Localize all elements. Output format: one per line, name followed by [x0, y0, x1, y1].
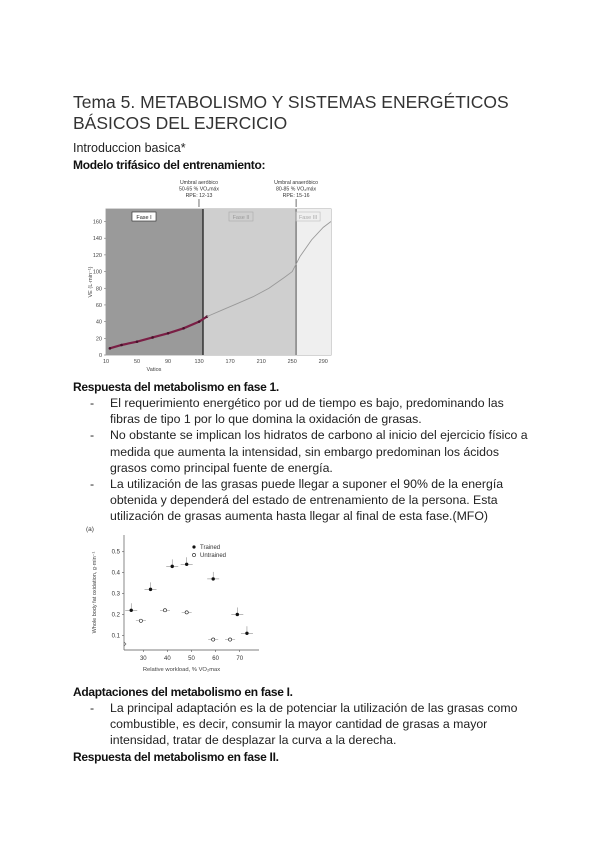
x-axis-label: Relative workload, % VO₂max: [142, 667, 221, 673]
data-point-untrained: [228, 638, 231, 641]
data-point-untrained: [212, 638, 215, 641]
section-heading-model: Modelo trifásico del entrenamiento:: [73, 158, 266, 172]
y-tick-label: 20: [95, 336, 102, 343]
fat-oxidation-chart: [84, 523, 284, 683]
y-tick-label: 60: [95, 302, 102, 309]
intro-text: Introduccion basica*: [73, 141, 186, 155]
x-tick-label: 210: [256, 359, 266, 365]
x-tick-label: 90: [165, 359, 172, 365]
anaerobic-threshold-label: RPE: 15-16: [282, 193, 310, 199]
list-item: - La utilización de las grasas puede llegar a suponer el 90% de la energía obtenida y dependerá del estado de entrenamiento de la persona. Esta utilización de grasas aumenta hasta llegar al final de esta fase.(MFO): [90, 476, 530, 525]
data-point-trained: [211, 577, 214, 580]
x-tick-label: 170: [225, 359, 235, 365]
y-tick-label: 0.2: [111, 612, 120, 619]
phase-1-region: [106, 209, 203, 355]
x-tick-label: 70: [236, 656, 244, 662]
y-tick-label: 0: [98, 353, 102, 359]
data-point-untrained: [163, 609, 166, 612]
list-item: - No obstante se implican los hidratos de carbono al inicio del ejercicio físico a medida que aumenta la intensidad, sin embargo predominan los ácidos grasos como principal fuente de energía.: [90, 427, 530, 476]
phase1-bullet-list: [90, 395, 530, 525]
x-axis-label: Vatios: [146, 367, 162, 373]
y-tick-label: 160: [92, 219, 102, 226]
x-tick-label: 60: [212, 656, 219, 662]
phase-label: Fase II: [232, 214, 250, 221]
data-point: [151, 336, 154, 339]
phase-3-region: [296, 209, 331, 355]
y-tick-label: 0.1: [111, 633, 120, 640]
list-item: - La principal adaptación es la de potenciar la utilización de las grasas como combustible, es decir, consumir la mayor cantidad de grasas a mayor intensidad, tratar de desplazar la curva a la derecha.: [90, 700, 530, 749]
data-point: [198, 320, 201, 323]
data-point-trained: [236, 613, 239, 616]
data-point-trained: [245, 632, 248, 635]
legend-label: Untrained: [200, 553, 227, 559]
legend-marker-untrained: [192, 553, 195, 556]
y-axis-label: Whole body fat oxidation, g·min⁻¹: [92, 551, 98, 634]
three-phase-chart: [88, 177, 336, 373]
legend-marker-trained: [192, 545, 195, 548]
anaerobic-threshold-label: 80-85 % VO₂máx: [276, 186, 317, 193]
section-heading-phase2: Respuesta del metabolismo en fase II.: [73, 750, 279, 764]
data-point-trained: [171, 565, 174, 568]
phase-label: Fase I: [136, 214, 152, 221]
list-item: - El requerimiento energético por ud de tiempo es bajo, predominando las fibras de tipo 1 por lo que domina la oxidación de grasas.: [90, 395, 530, 427]
y-tick-label: 120: [92, 252, 102, 259]
anaerobic-threshold-label: Umbral anaeróbico: [274, 180, 319, 186]
data-point-trained: [130, 609, 133, 612]
aerobic-threshold-label: RPE: 12-13: [185, 193, 213, 199]
phase-2-region: [203, 209, 296, 355]
y-tick-label: 0.3: [111, 591, 120, 598]
x-tick-label: 10: [102, 359, 110, 365]
y-tick-label: 0.4: [111, 570, 120, 577]
section-heading-adaptations: Adaptaciones del metabolismo en fase I.: [73, 685, 293, 699]
data-point-trained: [185, 563, 188, 566]
y-axis-label: VE (L·min⁻¹): [88, 266, 94, 298]
y-tick-label: 40: [95, 319, 102, 326]
data-point-untrained: [139, 619, 142, 622]
x-tick-label: 30: [139, 656, 147, 662]
data-point: [182, 327, 185, 330]
adaptations-bullet-list: [90, 700, 530, 749]
y-tick-label: 0.5: [111, 549, 120, 556]
aerobic-threshold-label: 50-65 % VO₂máx: [178, 186, 220, 193]
x-tick-label: 40: [164, 656, 171, 662]
y-tick-label: 100: [92, 269, 102, 276]
panel-label: (a): [86, 526, 94, 533]
data-point: [109, 347, 112, 350]
legend-label: Trained: [200, 545, 221, 551]
x-tick-label: 50: [188, 656, 195, 662]
data-point-trained: [149, 588, 152, 591]
page-title: Tema 5. METABOLISMO Y SISTEMAS ENERGÉTICOS BÁSICOS DEL EJERCICIO: [73, 92, 509, 133]
x-tick-label: 250: [287, 359, 297, 365]
x-tick-label: 50: [133, 359, 141, 365]
data-point-untrained: [185, 611, 188, 614]
y-tick-label: 140: [92, 236, 102, 243]
data-point: [120, 344, 123, 347]
data-point: [167, 332, 170, 335]
x-tick-label: 130: [194, 359, 204, 365]
x-tick-label: 290: [318, 359, 328, 365]
section-heading-phase1: Respuesta del metabolismo en fase 1.: [73, 380, 279, 394]
data-point: [136, 340, 139, 343]
y-tick-label: 80: [95, 286, 102, 293]
aerobic-threshold-label: Umbral aeróbico: [179, 180, 219, 186]
phase-label: Fase III: [298, 214, 318, 221]
